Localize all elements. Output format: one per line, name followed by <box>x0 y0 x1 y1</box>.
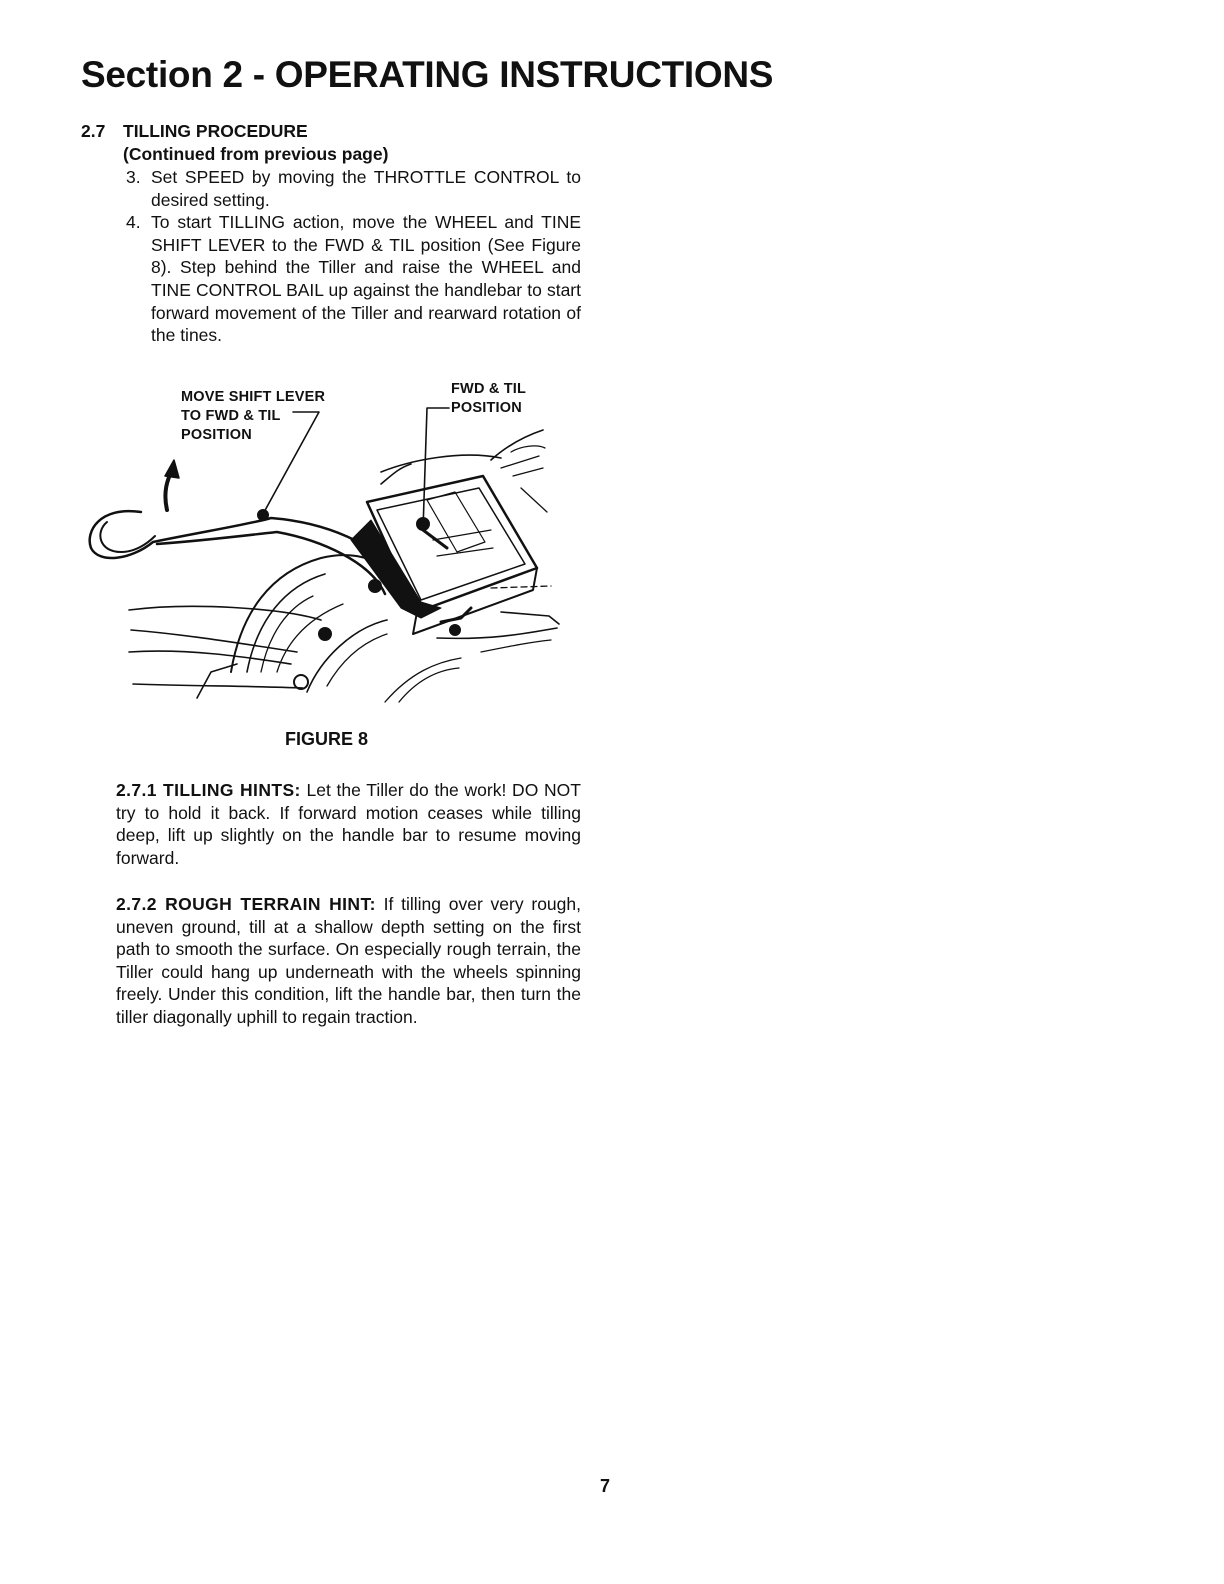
step-number: 4. <box>126 212 141 233</box>
left-callout-dot <box>258 510 268 520</box>
tilling-hints-paragraph <box>116 779 581 869</box>
subsection-title: TILLING PROCEDURE <box>123 121 308 141</box>
right-callout-label <box>451 380 526 418</box>
section-title: Section 2 - OPERATING INSTRUCTIONS <box>81 54 774 95</box>
right-callout-dot <box>417 518 429 530</box>
step-number: 3. <box>126 167 141 187</box>
fender <box>231 555 377 672</box>
hint-text: If tilling over very rough, uneven ground, till at a shallow depth setting on the first path to smooth the surface. On especially rough terrain, the Tiller could hang up underneath with the wheels spinning freely. Under this condition, lift the handle bar, then turn the tiller diagonally uphill to regain traction. <box>116 894 581 1027</box>
hint-heading: 2.7.2 ROUGH TERRAIN HINT: <box>116 894 376 914</box>
step-list <box>123 166 581 347</box>
bolt <box>294 675 308 689</box>
figure-8-illustration <box>81 372 581 717</box>
step-item <box>123 166 581 211</box>
callout-line: TO FWD & TIL <box>181 408 281 424</box>
callout-line: POSITION <box>181 427 252 443</box>
arrow-head <box>165 460 179 478</box>
frame <box>129 606 321 620</box>
bolt <box>319 628 331 640</box>
right-callout-leader <box>423 408 449 530</box>
subsection-heading <box>81 120 581 143</box>
page-number: 7 <box>600 1476 611 1496</box>
bolt <box>369 580 381 592</box>
tiller-shift-lever-drawing <box>81 372 581 717</box>
figure-caption: FIGURE 8 <box>285 729 369 749</box>
shift-lever-handle <box>90 511 399 582</box>
hint-heading: 2.7.1 TILLING HINTS: <box>116 780 301 800</box>
left-callout-label <box>181 388 325 445</box>
bolt <box>450 625 460 635</box>
step-item <box>123 211 581 347</box>
callout-line: MOVE SHIFT LEVER <box>181 389 326 405</box>
subsection-tilling-procedure <box>81 120 581 347</box>
continued-note: (Continued from previous page) <box>123 144 389 164</box>
callout-line: POSITION <box>451 400 522 416</box>
hint-text: Let the Tiller do the work! DO NOT try to hold it back. If forward motion ceases while tilling deep, lift up slightly on the handle bar to resume moving forward. <box>116 780 581 868</box>
step-text: To start TILLING action, move the WHEEL and TINE SHIFT LEVER to the FWD & TIL position (See Figure 8). Step behind the Tiller and raise the WHEEL and TINE CONTROL BAIL up against the handlebar to start forward movement of the Tiller and rearward rotation of the tines. <box>151 212 581 346</box>
callout-line: FWD & TIL <box>451 381 527 397</box>
subsection-number: 2.7 <box>81 121 106 141</box>
rough-terrain-hint-paragraph <box>116 893 581 1029</box>
step-text: Set SPEED by moving the THROTTLE CONTROL to desired setting. <box>151 167 581 210</box>
